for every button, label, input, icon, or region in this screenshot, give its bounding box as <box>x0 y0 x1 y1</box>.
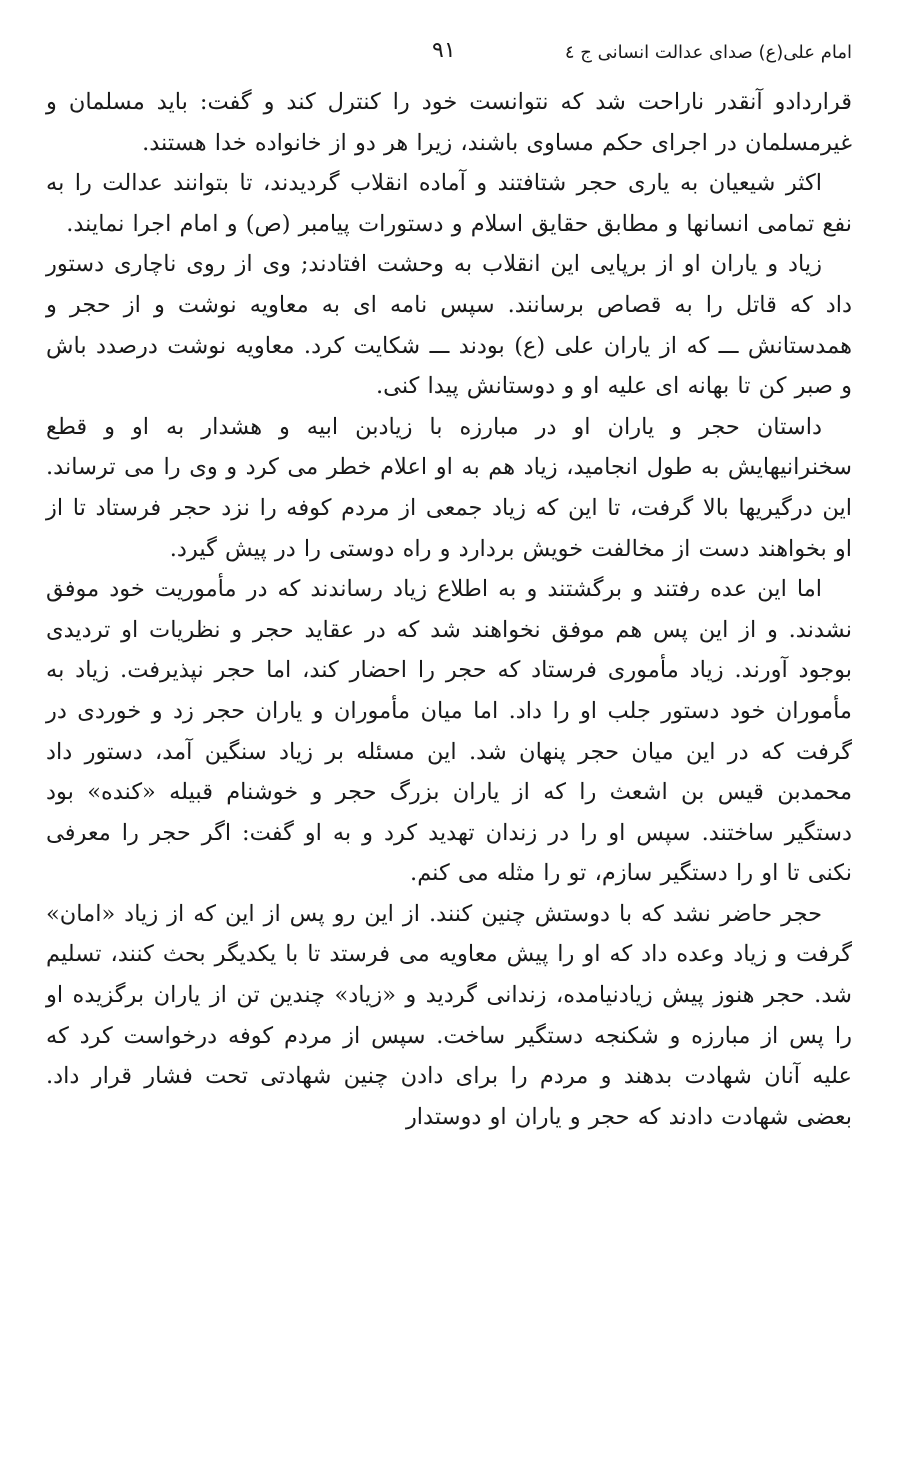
paragraph: اما این عده رفتند و برگشتند و به اطلاع زیاد رساندند که در مأموریت خود موفق نشدند. و از این پس هم موفق نخواهند شد که در عقاید حجر و نظریات او تردیدی بوجود آورند. زیاد مأموری فرستاد که حجر را احضار کند، اما حجر نپذیرفت. زیاد به مأموران خود دستور جلب او را داد. اما میان مأموران و یاران حجر زد و خوردی در گرفت که در این میان حجر پنهان شد. این مسئله بر زیاد سنگین آمد، دستور داد محمدبن قیس بن اشعث را که از یاران بزرگ حجر و خوشنام قبیله «کنده» بود دستگیر ساختند. سپس او را در زندان تهدید کرد و به او گفت: اگر حجر را معرفی نکنی تا او را دستگیر سازم، تو را مثله می کنم. <box>46 576 852 887</box>
paragraph: حجر حاضر نشد که با دوستش چنین کنند. از این رو پس از این که از زیاد «امان» گرفت و زیاد وعده داد که او را پیش معاویه می فرستد تا با یکدیگر بحث کنند، تسلیم شد. حجر هنوز پیش زیادنیامده، زندانی گردید و «زیاد» چندین تن از یاران برگزیده او را پس از مبارزه و شکنجه دستگیر ساخت. سپس از مردم کوفه درخواست کرد که علیه آنان شهادت بدهند و مردم را برای دادن چنین شهادتی تحت فشار قرار داد. بعضی شهادت دادند که حجر و یاران او دوستدار <box>46 900 852 1130</box>
page-number: ٩١ <box>432 38 456 63</box>
paragraph: زیاد و یاران او از برپایی این انقلاب به وحشت افتادند; وی از روی ناچاری دستور داد که قاتل را به قصاص برسانند. سپس نامه ای به معاویه نوشت و از حجر و همدستانش ـــ که از یاران علی (ع) بودند ـــ شکایت کرد. معاویه نوشت درصدد باش و صبر کن تا بهانه ای علیه او و دوستانش پیدا کنی. <box>46 251 852 400</box>
paragraph: اکثر شیعیان به یاری حجر شتافتند و آماده انقلاب گردیدند، تا بتوانند عدالت را به نفع تمامی انسانها و مطابق حقایق اسلام و دستورات پیامبر (ص) و امام اجرا نمایند. <box>46 170 852 237</box>
running-header <box>40 38 860 78</box>
book-title: امام علی(ع) صدای عدالت انسانی ج ٤ <box>564 42 852 63</box>
body-text <box>46 82 852 1137</box>
paragraph: داستان حجر و یاران او در مبارزه با زیادبن ابیه و هشدار به او و قطع سخنرانیهایش به طول انجامید، زیاد هم به او اعلام خطر می کرد و وی را می ترساند. این درگیریها بالا گرفت، تا این که زیاد جمعی از مردم کوفه را نزد حجر فرستاد تا از او بخواهند دست از مخالفت خویش بردارد و راه دوستی را در پیش گیرد. <box>46 413 852 562</box>
paragraph-continued: قراردادو آنقدر ناراحت شد که نتوانست خود را کنترل کند و گفت: باید مسلمان و غیرمسلمان در اجرای حکم مساوی باشند، زیرا هر دو از خانواده خدا هستند. <box>46 89 852 156</box>
